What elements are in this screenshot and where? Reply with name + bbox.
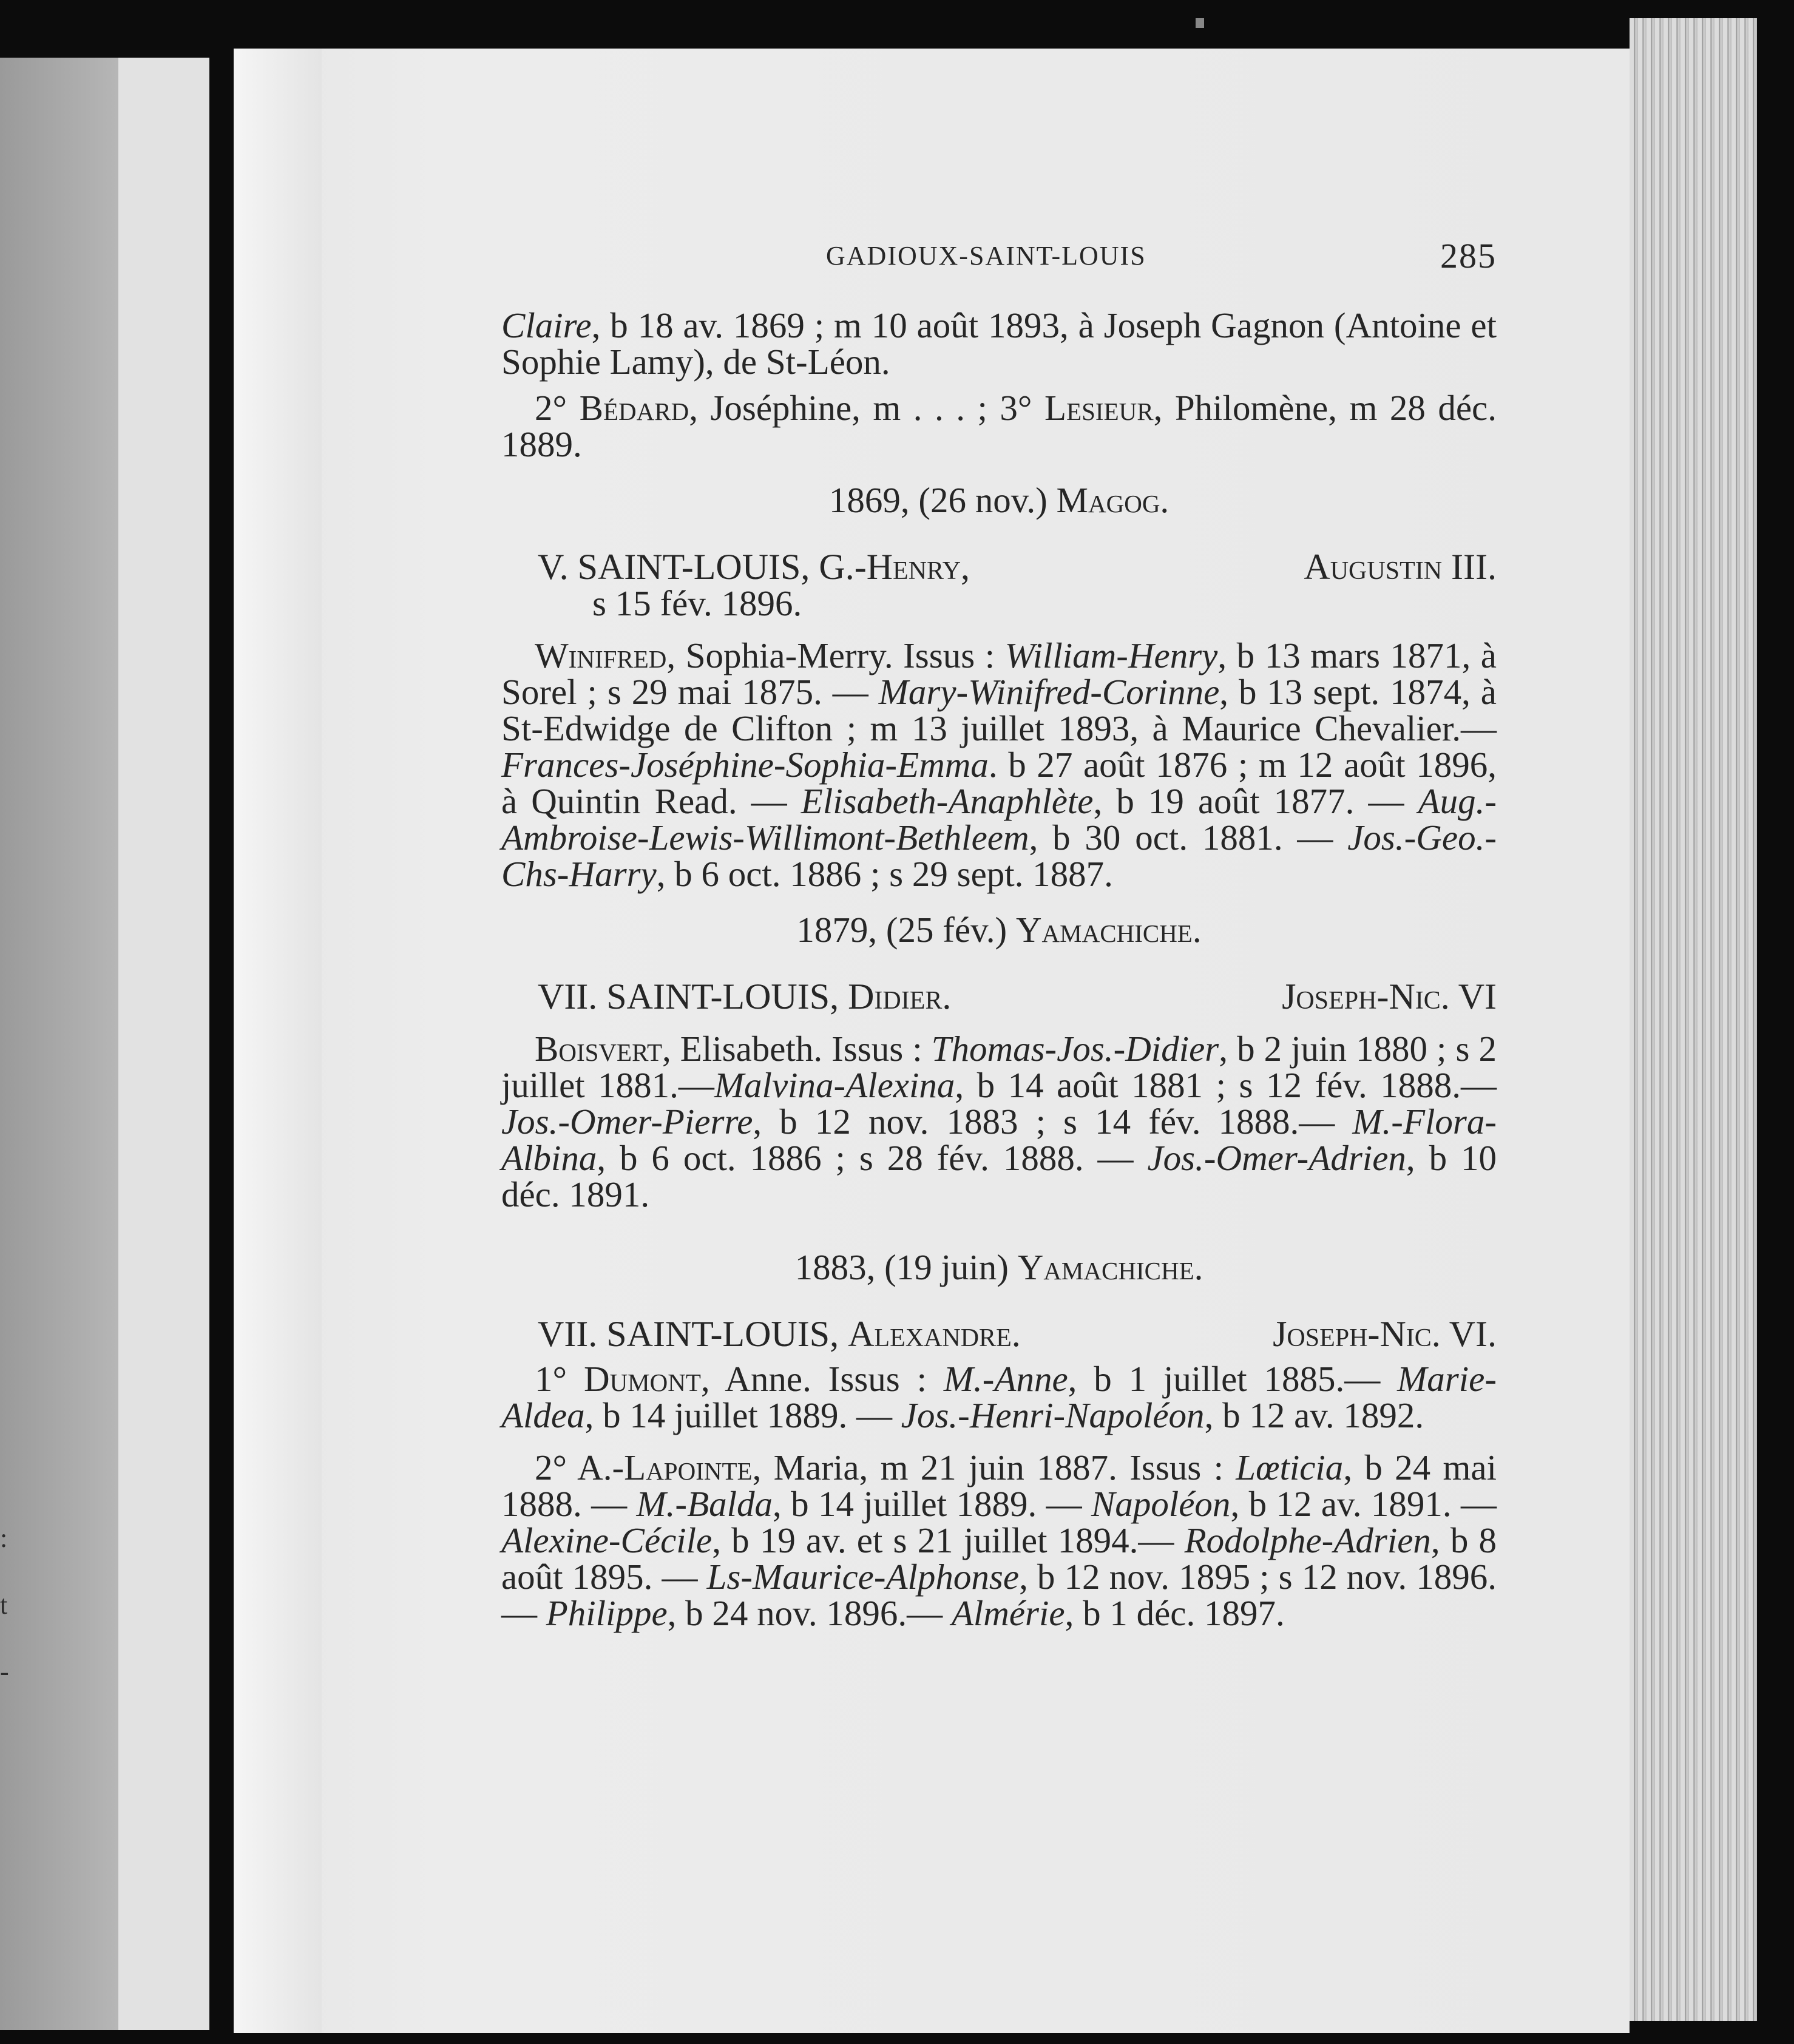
previous-page-margin [118, 58, 209, 2030]
paragraph-boisvert-children: Boisvert, Elisabeth. Issus : Thomas-Jos.-Didier, b 2 juin 1880 ; s 2 juillet 1881.—Malvina-Alexina, b 14 août 1881 ; s 12 fév. 1888.—Jos.-Omer-Pierre, b 12 nov. 1883 ; s 14 fév. 1888.— M.-Flora-Albina, b 6 oct. 1886 ; s 28 fév. 1888. — Jos.-Omer-Adrien, b 10 déc. 1891. [501, 1029, 1497, 1214]
entry-father-ref: Joseph-Nic. VI. [1273, 1314, 1497, 1354]
page-body [501, 225, 1497, 1631]
page-number: 285 [1440, 236, 1497, 276]
entry-father-ref: Augustin III. [1304, 547, 1497, 587]
entry-heading-g-henry: V. SAINT-LOUIS, G.-Henry, Augustin III. [538, 547, 1497, 587]
entry-burial-line: s 15 fév. 1896. [592, 583, 802, 623]
entry-heading-didier: VII. SAINT-LOUIS, Didier. Joseph-Nic. VI [538, 976, 1497, 1017]
marriage-date-line-1883: 1883, (19 juin) Yamachiche. [794, 1247, 1203, 1287]
previous-page-edge-fragments: : t - [0, 1523, 9, 1687]
running-head-title: GADIOUX-SAINT-LOUIS [826, 241, 1146, 271]
paragraph-other-spouses: 2° Bédard, Joséphine, m . . . ; 3° Lesieur, Philomène, m 28 déc. 1889. [501, 388, 1497, 464]
entry-heading-alexandre: VII. SAINT-LOUIS, Alexandre. Joseph-Nic. VI. [538, 1314, 1497, 1354]
paragraph-lapointe-children: 2° A.-Lapointe, Maria, m 21 juin 1887. Issus : Lœticia, b 24 mai 1888. — M.-Balda, b 14 juillet 1889. — Napoléon, b 12 av. 1891. — Alexine-Cécile, b 19 av. et s 21 juillet 1894.— Rodolphe-Adrien, b 8 août 1895. — Ls-Maurice-Alphonse, b 12 nov. 1895 ; s 12 nov. 1896. — Philippe, b 24 nov. 1896.— Almérie, b 1 déc. 1897. [501, 1447, 1497, 1633]
page-gutter [234, 49, 322, 2033]
marriage-date-line-1879: 1879, (25 fév.) Yamachiche. [796, 910, 1202, 950]
book-page-edges [1630, 18, 1757, 2021]
scan-mark [1196, 18, 1204, 28]
paragraph-dumont-children: 1° Dumont, Anne. Issus : M.-Anne, b 1 juillet 1885.— Marie-Aldea, b 14 juillet 1889. — Jos.-Henri-Napoléon, b 12 av. 1892. [501, 1359, 1497, 1435]
paragraph-winifred-children: Winifred, Sophia-Merry. Issus : William-Henry, b 13 mars 1871, à Sorel ; s 29 mai 1875. — Mary-Winifred-Corinne, b 13 sept. 1874, à St-Edwidge de Clifton ; m 13 juillet 1893, à Maurice Chevalier.—Frances-Joséphine-Sophia-Emma. b 27 août 1876 ; m 12 août 1896, à Quintin Read. — Elisabeth-Anaphlète, b 19 août 1877. — Aug.-Ambroise-Lewis-Willimont-Bethleem, b 30 oct. 1881. — Jos.-Geo.-Chs-Harry, b 6 oct. 1886 ; s 29 sept. 1887. [501, 635, 1497, 894]
marriage-date-line-1869: 1869, (26 nov.) Magog. [828, 480, 1169, 520]
entry-father-ref: Joseph-Nic. VI [1282, 976, 1497, 1017]
paragraph-claire: Claire, b 18 av. 1869 ; m 10 août 1893, à Joseph Gagnon (Antoine et Sophie Lamy), de St-Léon. [501, 305, 1497, 382]
